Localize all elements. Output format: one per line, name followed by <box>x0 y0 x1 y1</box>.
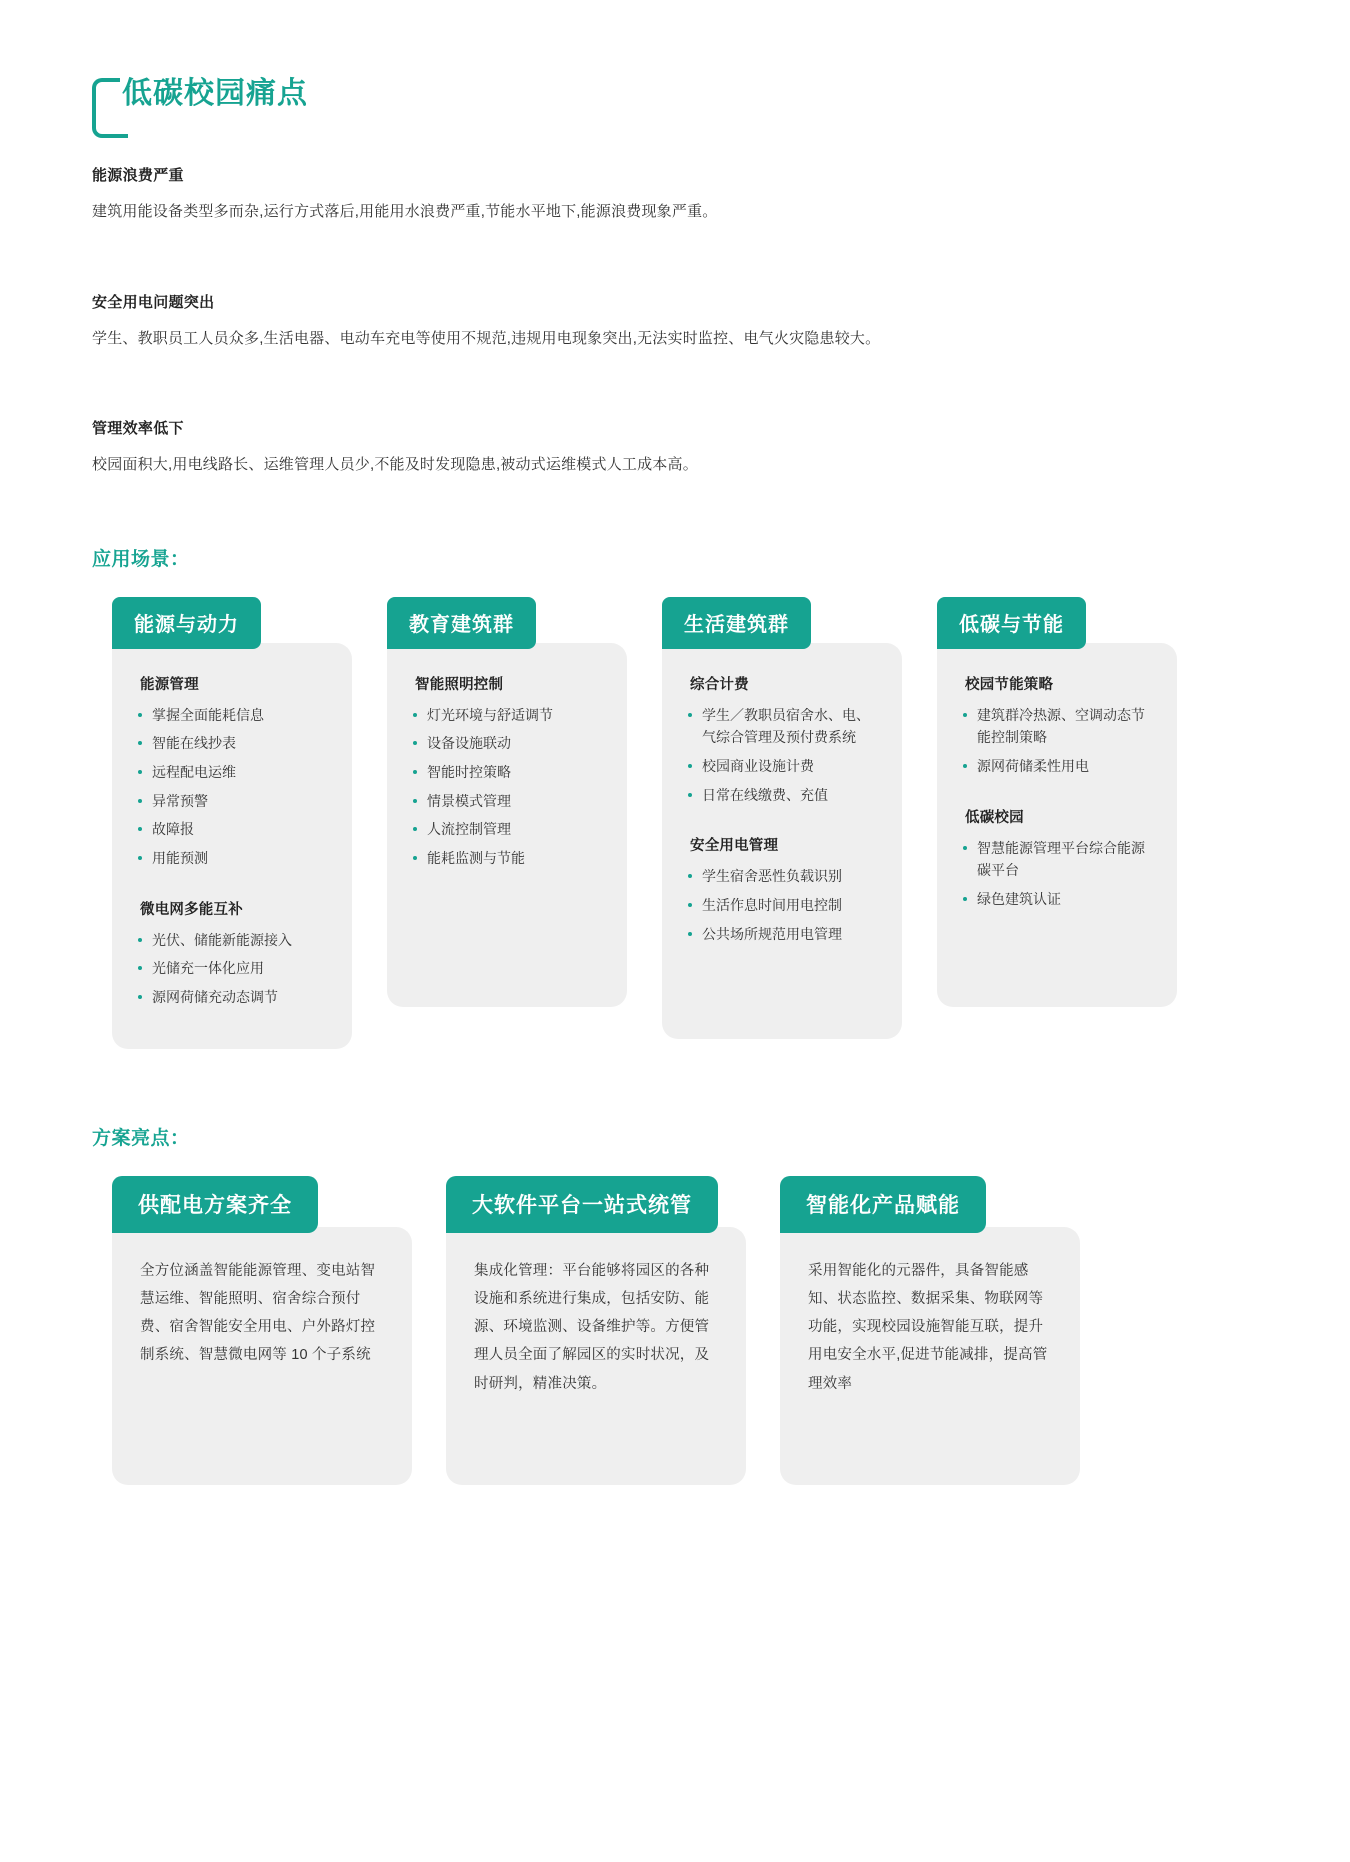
list-item: 学生宿舍恶性负载识别 <box>684 865 880 894</box>
scene-card-energy-power <box>112 597 352 1049</box>
scene-group-list <box>684 704 880 813</box>
painpoint-description: 学生、教职员工人员众多,生活电器、电动车充电等使用不规范,违规用电现象突出,无法实时监控、电气火灾隐患较大。 <box>92 329 881 347</box>
scene-card-body <box>662 643 902 1039</box>
scenes-row <box>112 597 1350 1049</box>
highlights-heading: 方案亮点： <box>92 1127 190 1149</box>
scenes-heading: 应用场景： <box>92 548 190 570</box>
painpoint-description: 建筑用能设备类型多而杂,运行方式落后,用能用水浪费严重,节能水平地下,能源浪费现象严重。 <box>92 203 718 220</box>
highlight-card-smart-products <box>780 1176 1080 1485</box>
page-title-block <box>92 62 318 122</box>
list-item: 能耗监测与节能 <box>409 847 605 876</box>
scene-card-low-carbon <box>937 597 1177 1007</box>
bottom-spacer <box>0 1485 1350 1605</box>
scene-card-education-buildings <box>387 597 627 1007</box>
scene-card-title: 低碳与节能 <box>937 597 1086 649</box>
list-item: 远程配电运维 <box>134 761 330 790</box>
list-item: 绿色建筑认证 <box>959 888 1155 917</box>
highlight-card-power-distribution <box>112 1176 412 1485</box>
scene-group-list <box>684 865 880 951</box>
painpoint-item <box>92 164 1262 225</box>
highlight-card-text: 集成化管理：平台能够将园区的各种设施和系统进行集成，包括安防、能源、环境监测、设备维护等。方便管理人员全面了解园区的实时状况，及时研判，精准决策。 <box>446 1227 746 1485</box>
list-item: 公共场所规范用电管理 <box>684 923 880 952</box>
painpoint-description: 校园面积大,用电线路长、运维管理人员少,不能及时发现隐患,被动式运维模式人工成本高。 <box>92 456 698 473</box>
scene-card-body <box>112 643 352 1049</box>
scene-group-list <box>409 704 605 876</box>
list-item: 灯光环境与舒适调节 <box>409 704 605 733</box>
scene-group-list <box>134 929 330 1015</box>
highlight-card-text: 采用智能化的元器件，具备智能感知、状态监控、数据采集、物联网等功能，实现校园设施智能互联，提升用电安全水平,促进节能减排，提高管理效率 <box>780 1227 1080 1485</box>
painpoint-title: 能源浪费严重 <box>92 167 184 184</box>
painpoint-item <box>92 417 1262 478</box>
list-item: 学生／教职员宿舍水、电、气综合管理及预付费系统 <box>684 704 880 755</box>
scene-group-title: 低碳校园 <box>965 809 1024 826</box>
scene-group-list <box>134 704 330 876</box>
highlight-card-software-platform <box>446 1176 746 1485</box>
scene-group-title: 综合计费 <box>690 676 749 693</box>
list-item: 建筑群冷热源、空调动态节能控制策略 <box>959 704 1155 755</box>
highlight-card-title: 供配电方案齐全 <box>112 1176 318 1233</box>
scene-group-title: 微电网多能互补 <box>140 901 243 918</box>
highlight-card-text: 全方位涵盖智能能源管理、变电站智慧运维、智能照明、宿舍综合预付费、宿舍智能安全用电、户外路灯控制系统、智慧微电网等 10 个子系统 <box>112 1227 412 1485</box>
list-item: 智能时控策略 <box>409 761 605 790</box>
painpoint-list <box>92 164 1262 478</box>
list-item: 用能预测 <box>134 847 330 876</box>
page-title: 低碳校园痛点 <box>122 77 308 110</box>
list-item: 光伏、储能新能源接入 <box>134 929 330 958</box>
list-item: 光储充一体化应用 <box>134 957 330 986</box>
list-item: 异常预警 <box>134 790 330 819</box>
list-item: 生活作息时间用电控制 <box>684 894 880 923</box>
painpoint-title: 安全用电问题突出 <box>92 293 215 311</box>
scene-group-list <box>959 704 1155 784</box>
painpoint-item <box>92 291 1262 352</box>
scene-group-title: 智能照明控制 <box>415 676 504 693</box>
highlight-card-title: 大软件平台一站式统管 <box>446 1176 718 1233</box>
list-item: 情景模式管理 <box>409 790 605 819</box>
list-item: 设备设施联动 <box>409 732 605 761</box>
scene-group-list <box>959 837 1155 917</box>
list-item: 校园商业设施计费 <box>684 755 880 784</box>
highlight-card-title: 智能化产品赋能 <box>780 1176 986 1233</box>
highlights-row <box>112 1176 1350 1485</box>
scene-group-title: 安全用电管理 <box>690 838 779 855</box>
painpoint-title: 管理效率低下 <box>92 420 184 437</box>
scene-card-body <box>937 643 1177 1007</box>
scene-card-title: 教育建筑群 <box>387 597 536 649</box>
scene-group-title: 校园节能策略 <box>965 676 1054 693</box>
list-item: 源网荷储柔性用电 <box>959 755 1155 784</box>
list-item: 日常在线缴费、充值 <box>684 784 880 813</box>
scene-card-title: 生活建筑群 <box>662 597 811 649</box>
list-item: 智能在线抄表 <box>134 732 330 761</box>
scene-group-title: 能源管理 <box>140 676 199 693</box>
scene-card-title: 能源与动力 <box>112 597 261 649</box>
list-item: 故障报 <box>134 818 330 847</box>
scene-card-living-buildings <box>662 597 902 1039</box>
list-item: 源网荷储充动态调节 <box>134 986 330 1015</box>
scene-card-body <box>387 643 627 1007</box>
list-item: 掌握全面能耗信息 <box>134 704 330 733</box>
list-item: 人流控制管理 <box>409 818 605 847</box>
list-item: 智慧能源管理平台综合能源碳平台 <box>959 837 1155 888</box>
